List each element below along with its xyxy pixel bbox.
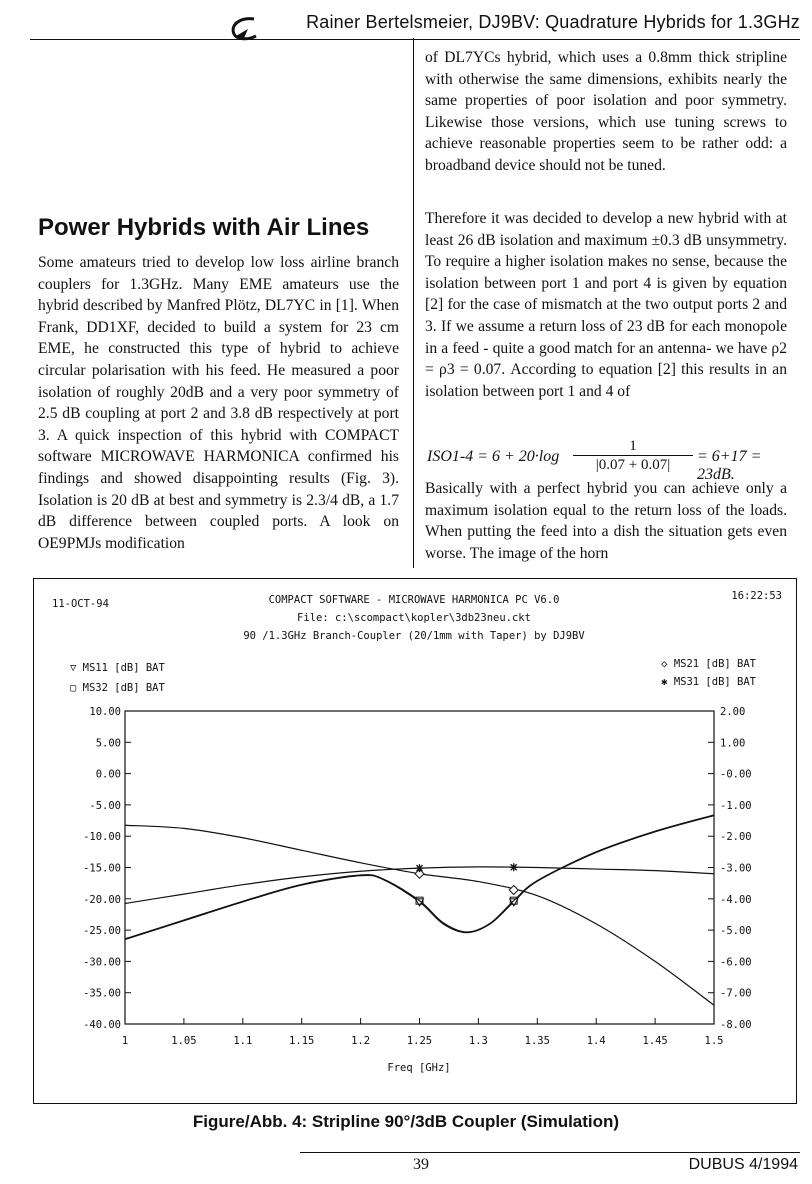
x-tick-label: 1.2 xyxy=(351,1035,371,1047)
journal-reference: DUBUS 4/1994 xyxy=(688,1156,798,1173)
right-column-top xyxy=(425,47,787,177)
header-rule xyxy=(30,39,800,40)
x-axis-label: Freq [GHz] xyxy=(387,1062,451,1074)
x-tick-label: 1 xyxy=(121,1035,129,1047)
left-y-tick-label: 10.00 xyxy=(89,706,121,718)
left-y-tick-label: -40.00 xyxy=(83,1019,121,1031)
legend-s21: ◇ MS21 [dB] BAT xyxy=(661,658,756,670)
right-paragraph-3: Basically with a perfect hybrid you can achieve only a maximum isolation equal to the return loss of the loads. When putting the feed into a dish the situation gets even worse. The image of the horn xyxy=(425,480,787,562)
left-y-tick-label: 0.00 xyxy=(95,768,121,781)
right-y-tick-label: -6.00 xyxy=(720,956,752,969)
x-axis-ticks xyxy=(122,1018,724,1047)
series-line-diamond xyxy=(125,825,714,1005)
column-divider xyxy=(413,38,414,568)
left-y-tick-label: -25.00 xyxy=(83,925,121,938)
footer-rule xyxy=(300,1152,800,1153)
left-column xyxy=(38,252,399,554)
simulation-chart xyxy=(34,579,796,1103)
left-y-tick-label: -5.00 xyxy=(89,799,121,812)
x-tick-label: 1.25 xyxy=(406,1035,433,1047)
x-tick-label: 1.35 xyxy=(524,1035,550,1047)
x-tick-label: 1.1 xyxy=(233,1035,253,1047)
figure-software-line: COMPACT SOFTWARE - MICROWAVE HARMONICA PC V6.0 xyxy=(268,594,560,606)
section-heading: Power Hybrids with Air Lines xyxy=(38,214,370,241)
x-tick-label: 1.5 xyxy=(704,1035,724,1047)
right-y-tick-label: -1.00 xyxy=(720,799,752,812)
left-y-tick-label: -35.00 xyxy=(83,987,121,1000)
right-y-tick-label: -8.00 xyxy=(720,1019,752,1031)
legend-s11: ▽ MS11 [dB] BAT xyxy=(70,662,165,674)
equation-numerator: 1 xyxy=(629,438,637,454)
x-tick-label: 1.15 xyxy=(289,1035,315,1047)
right-y-tick-label: -3.00 xyxy=(720,862,752,875)
x-tick-label: 1.05 xyxy=(171,1035,197,1047)
figure-caption: Figure/Abb. 4: Stripline 90°/3dB Coupler (Simulation) xyxy=(192,1112,620,1131)
series-point-star xyxy=(416,864,424,872)
series-point-diamond xyxy=(509,886,518,895)
right-y-tick-label: -4.00 xyxy=(720,893,752,906)
x-tick-label: 1.4 xyxy=(586,1035,606,1047)
isolation-equation xyxy=(427,438,787,483)
series-group xyxy=(125,815,714,1005)
figure-file-line: File: c:\scompact\kopler\3db23neu.ckt xyxy=(297,612,531,624)
figure-date: 11-OCT-94 xyxy=(52,598,109,610)
figure-frame xyxy=(33,578,797,1104)
right-paragraph-2: Therefore it was decided to develop a new hybrid with at least 26 dB isolation and maximum ±0.3 dB unsymmetry. To require a higher isolation makes no sense, because the isolation between port 1 and port 4 is given by equation [2] for the case of mismatch at the two output ports 2 and 3. If we assume a return loss of 23 dB for each monopole in a feed - quite a good match for an antenna- we have ρ2 = ρ3 = 0.07. According to equation [2] this results in an isolation between port 1 and 4 of xyxy=(425,210,787,400)
equation-denominator: |0.07 + 0.07| xyxy=(573,455,693,474)
right-column-middle xyxy=(425,208,787,402)
page-number: 39 xyxy=(413,1156,429,1173)
header-title: Rainer Bertelsmeier, DJ9BV: Quadrature Hybrids for 1.3GHz xyxy=(306,12,800,32)
right-y-tick-label: 1.00 xyxy=(720,737,746,750)
figure-time: 16:22:53 xyxy=(731,590,782,602)
left-y-tick-label: 5.00 xyxy=(95,737,121,750)
right-y-tick-label: 2.00 xyxy=(720,706,746,718)
legend-s32: ▢ MS32 [dB] BAT xyxy=(70,682,165,694)
right-y-tick-label: -7.00 xyxy=(720,987,752,1000)
equation-rhs: = 6+17 = 23dB. xyxy=(697,448,762,483)
running-header xyxy=(30,6,800,42)
left-paragraph: Some amateurs tried to develop low loss airline branch couplers for 1.3GHz. Many EME amateurs use the hybrid described by Manfred Plötz, DL7YC in [1]. When Frank, DD1XF, decided to build a system for 23 cm EME, he constructed this type of hybrid to achieve circular polarisation with his feed. He measured a poor isolation of roughly 20dB and a very poor symmetry of 2.5 dB coupling at port 2 and 3.8 dB respectively at port 3. A quick inspection of this hybrid with COMPACT software MICROWAVE HARMONICA confirmed his findings and showed disappointing results (Fig. 3). Isolation is 20 dB at best and symmetry is 2.3/4 dB, a 1.7 dB difference between coupled ports. A look on OE9PMJs modification xyxy=(38,254,399,552)
x-tick-label: 1.3 xyxy=(468,1035,488,1047)
right-y-tick-label: -5.00 xyxy=(720,925,752,938)
right-paragraph-1: of DL7YCs hybrid, which uses a 0.8mm thick stripline with otherwise the same dimensions, exhibits nearly the same properties of poor isolation and poor symmetry. Likewise those versions, which use tuning screws to achieve reasonable properties seem to be rather odd: a broadband device should not be tuned. xyxy=(425,49,787,174)
legend-s31: ✱ MS31 [dB] BAT xyxy=(661,676,756,688)
x-tick-label: 1.45 xyxy=(642,1035,668,1047)
left-y-tick-label: -20.00 xyxy=(83,893,121,906)
figure-circuit-line: 90 /1.3GHz Branch-Coupler (20/1mm with Taper) by DJ9BV xyxy=(243,630,585,642)
left-y-tick-label: -30.00 xyxy=(83,956,121,969)
left-y-tick-label: -10.00 xyxy=(83,831,121,844)
right-y-tick-label: -2.00 xyxy=(720,831,752,844)
right-y-tick-label: -0.00 xyxy=(720,768,752,781)
left-y-axis-ticks xyxy=(83,706,131,1031)
left-y-tick-label: -15.00 xyxy=(83,862,121,875)
right-column-bottom xyxy=(425,478,787,564)
series-point-star xyxy=(510,863,518,871)
equation-lhs: ISO1-4 = 6 + 20·log xyxy=(427,448,560,465)
equation-fraction xyxy=(573,438,693,474)
